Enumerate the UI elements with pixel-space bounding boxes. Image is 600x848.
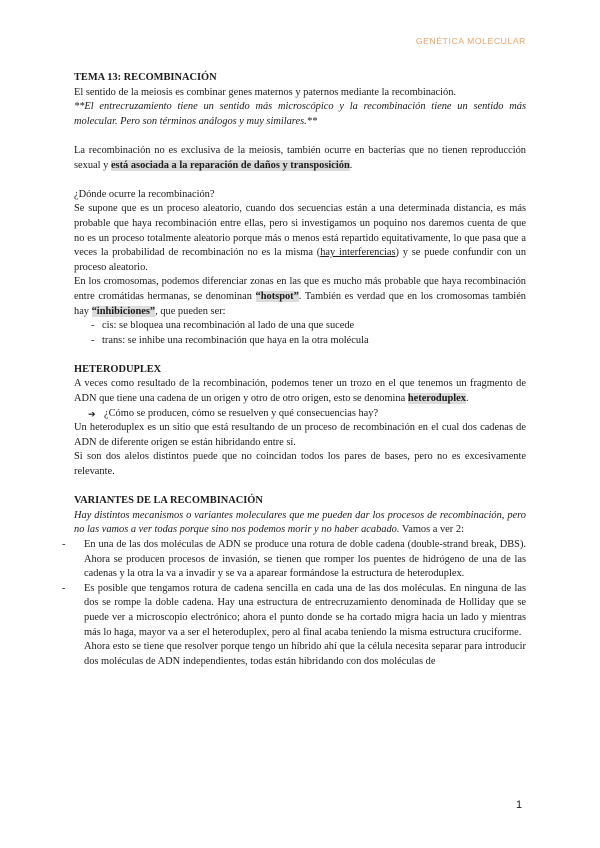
highlight-heteroduplex: heteroduplex — [407, 393, 466, 405]
variantes-intro: Hay distintos mecanismos o variantes moleculares que me pueden dar los procesos de recombinación, pero no las vamos a ver todas porque sino nos podemos morir y no haber acabado. Vamos a ver 2: — [74, 509, 526, 536]
hetero-paragraph-2: Un heteroduplex es un sitio que está resultando de un proceso de recombinación en el cual dos cadenas de ADN de diferente origen se están hibridando entre sí. — [74, 422, 526, 448]
page-number: 1 — [516, 799, 523, 811]
arrow-icon: ➔ — [88, 408, 96, 419]
hetero-paragraph-1: A veces como resultado de la recombinación, podemos tener un trozo en el que tenemos un fragmento de ADN que tiene una cadena de un origen y otro de otro origen, esto se denomina heteroduplex. — [74, 378, 526, 405]
tema-paragraph-2: La recombinación no es exclusiva de la meiosis, también ocurre en bacterias que no tienen reproducción sexual y está asociada a la reparación de daños y transposición. — [74, 144, 526, 171]
hetero-paragraph-3: Si son dos alelos distintos puede que no coincidan todos los pares de bases, pero no es excesivamente relevante. — [74, 451, 526, 478]
document-body — [62, 71, 527, 669]
tema-note: **El entrecruzamiento tiene un sentido más microscópico y la recombinación tiene un sentido más molecular. Pero son términos análogos y muy similares.** — [74, 101, 526, 127]
section-title-heteroduplex: HETERODUPLEX — [74, 363, 162, 375]
underline-interferencias: hay interferencias — [320, 247, 396, 259]
highlight-inhibiciones: “inhibiciones” — [91, 305, 156, 317]
arrow-item: ➔ ¿Cómo se producen, cómo se resuelven y qué consecuencias hay? — [74, 407, 526, 422]
list-item: - Es posible que tengamos rotura de cadena sencilla en cada una de las dos moléculas. En ninguna de las dos se rompe la doble cadena. Hay una estructura de entrecruzamiento denominada de Holliday que se puede ver a microscopio electrónico; ahora el punto donde se ha cortado migra hacia un lado y mientras más lo haga, mayor va a ser el heteroduplex, pero al final acaba teniendo la misma estructura cruciforme. — [62, 582, 526, 638]
highlight-reparacion: está asociada a la reparación de daños y transposición — [110, 159, 350, 171]
running-header: GENÉTICA MOLECULAR — [415, 36, 526, 46]
list-item: - trans: se inhibe una recombinación que haya en la otra molécula — [91, 334, 369, 346]
list-item: - En una de las dos moléculas de ADN se produce una rotura de doble cadena (double-strand break, DBS). Ahora se producen procesos de invasión, se tienen que romper los puentes de hidrógeno de una de las cadenas y la otra la va a invadir y se va a aparear formándose la estructura de heteroduplex. — [62, 539, 526, 580]
tema-question: ¿Dónde ocurre la recombinación? — [74, 188, 215, 200]
variantes-continuation: Ahora esto se tiene que resolver porque tengo un híbrido ahí que la célula necesita separar para introducir dos moléculas de ADN independientes, todas están hibridando con dos moléculas de — [84, 641, 526, 667]
list-item: - cis: se bloquea una recombinación al lado de una que sucede — [91, 320, 355, 332]
section-title-tema: TEMA 13: RECOMBINACIÓN — [74, 72, 217, 83]
tema-paragraph-3: Se supone que es un proceso aleatorio, cuando dos secuencias están a una determinada distancia, es más probable que haya recombinación entre ellas, pero si investigamos un poquino nos daremos cuenta de que no es un proceso totalmente aleatorio porque más o menos está repartido equitativamente, lo que pasa que a veces la probabilidad de recombinación no es la misma (hay interferencias) y se puede confundir con un proceso aleatorio. — [74, 203, 527, 273]
section-title-variantes: VARIANTES DE LA RECOMBINACIÓN — [74, 495, 263, 507]
tema-paragraph-4: En los cromosomas, podemos diferenciar zonas en las que es mucho más probable que haya recombinación entre cromátidas hermanas, se denominan “hotspot”. También es verdad que en los cromosomas también hay “inhibiciones”, que pueden ser: — [74, 276, 527, 317]
tema-intro: El sentido de la meiosis es combinar genes maternos y paternos mediante la recombinación. — [74, 86, 457, 98]
highlight-hotspot: “hotspot” — [255, 290, 299, 302]
